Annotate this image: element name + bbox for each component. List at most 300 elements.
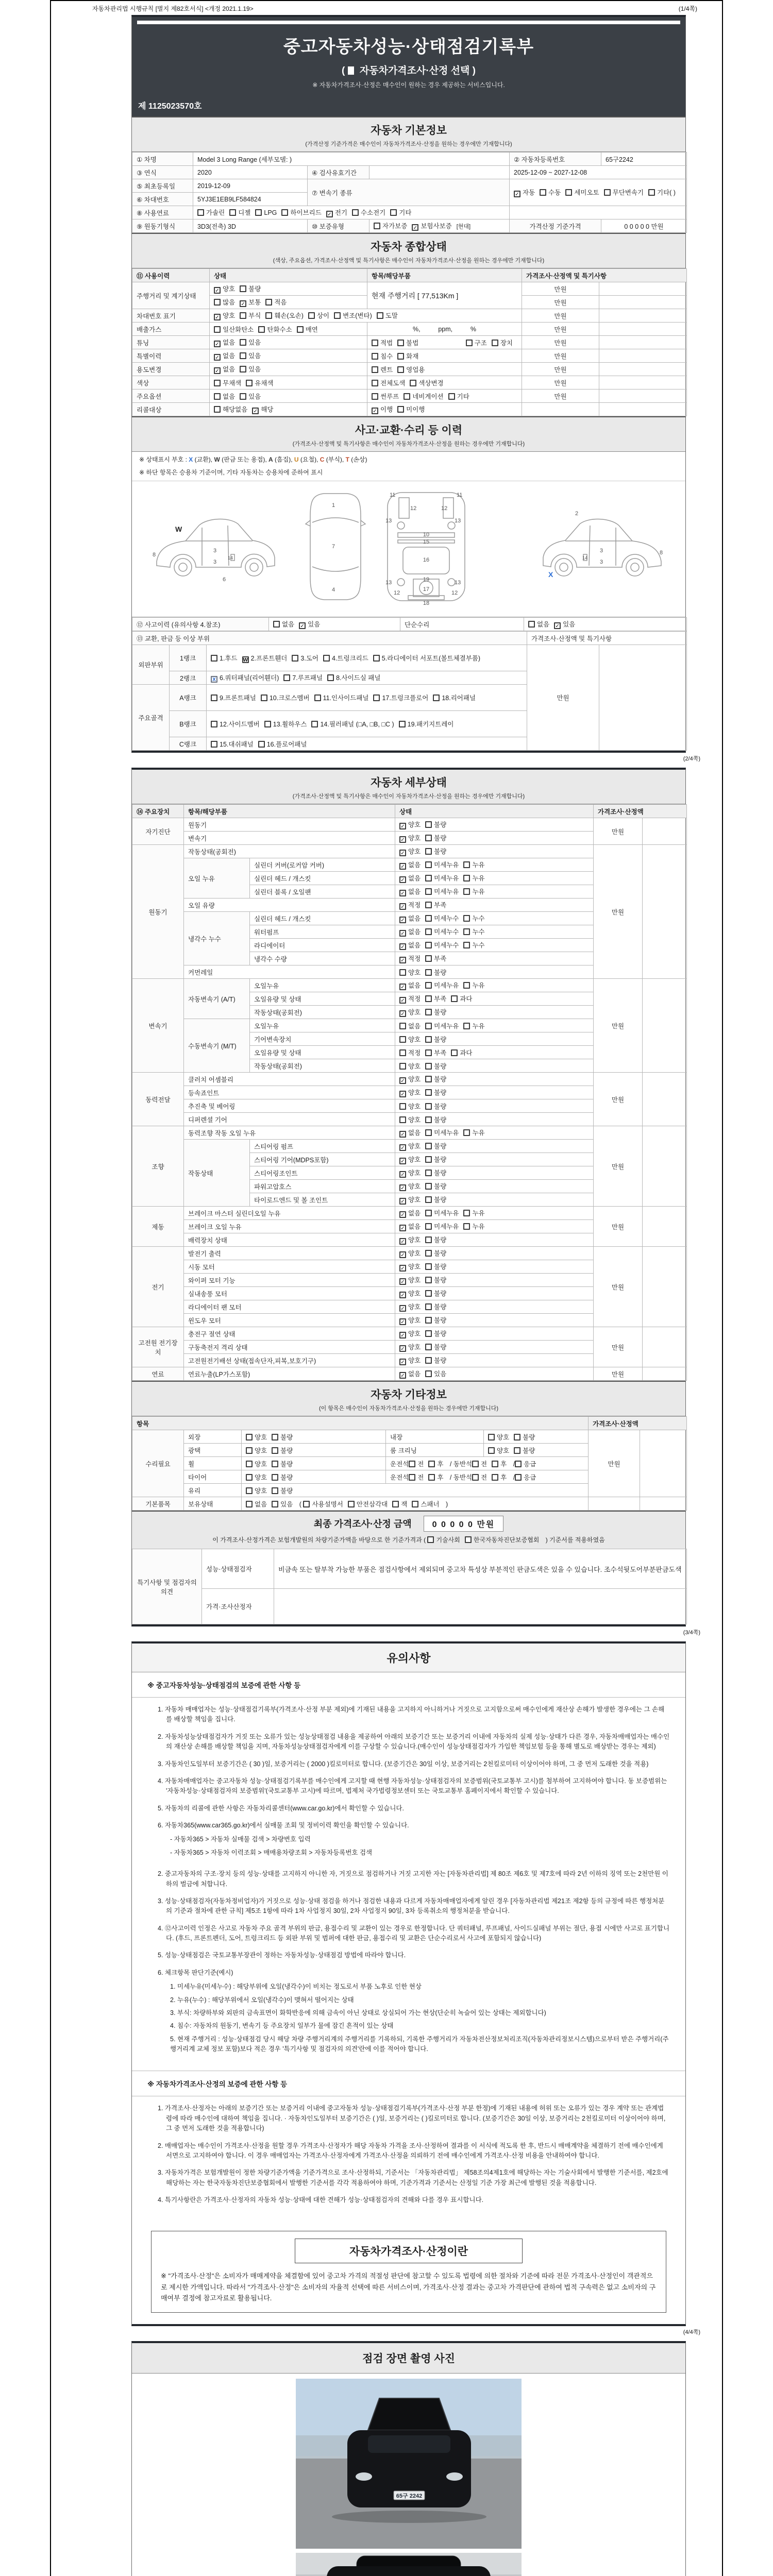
checkbox-icon[interactable] <box>281 209 288 216</box>
checkbox-icon[interactable] <box>425 1344 432 1350</box>
checkbox-icon[interactable] <box>463 1210 470 1216</box>
checkbox-icon[interactable]: ✓ <box>399 1198 406 1205</box>
checkbox-option[interactable] <box>604 188 644 197</box>
checkbox-option[interactable] <box>425 1355 446 1365</box>
checkbox-option[interactable] <box>373 693 428 702</box>
checkbox-icon[interactable] <box>463 1129 470 1136</box>
checkbox-option[interactable] <box>399 1048 421 1057</box>
checkbox-option[interactable] <box>272 1499 293 1509</box>
checkbox-option[interactable] <box>399 980 421 990</box>
checkbox-option[interactable] <box>272 1486 293 1495</box>
checkbox-icon[interactable]: ✓ <box>240 300 246 307</box>
checkbox-option[interactable] <box>412 1499 439 1509</box>
checkbox-option[interactable] <box>399 1329 421 1338</box>
checkbox-icon[interactable]: ✓ <box>399 984 406 990</box>
checkbox-icon[interactable] <box>372 393 378 400</box>
checkbox-icon[interactable] <box>425 995 432 1002</box>
filled-checkbox-icon[interactable] <box>348 66 354 75</box>
checkbox-icon[interactable] <box>515 1461 522 1467</box>
checkbox-option[interactable] <box>399 1208 421 1218</box>
checkbox-icon[interactable] <box>425 848 432 855</box>
checkbox-option[interactable] <box>246 1499 267 1509</box>
checkbox-icon[interactable] <box>240 285 246 292</box>
checkbox-option[interactable] <box>211 653 238 663</box>
checkbox-icon[interactable] <box>214 326 221 333</box>
checkbox-option[interactable] <box>197 208 225 217</box>
checkbox-option[interactable] <box>463 913 484 923</box>
checkbox-option[interactable] <box>314 693 369 702</box>
checkbox-option[interactable] <box>399 833 421 843</box>
checkbox-icon[interactable] <box>246 1461 253 1467</box>
checkbox-option[interactable] <box>463 927 484 936</box>
checkbox-icon[interactable] <box>240 312 246 319</box>
checkbox-option[interactable] <box>399 1141 421 1151</box>
checkbox-option[interactable] <box>425 1342 446 1351</box>
checkbox-icon[interactable] <box>399 721 406 727</box>
checkbox-option[interactable] <box>399 1262 421 1272</box>
checkbox-icon[interactable] <box>425 1170 432 1176</box>
checkbox-icon[interactable] <box>514 1447 520 1454</box>
checkbox-option[interactable] <box>211 719 260 728</box>
checkbox-icon[interactable]: ✓ <box>399 836 406 843</box>
checkbox-option[interactable] <box>261 693 310 702</box>
checkbox-icon[interactable]: ✓ <box>399 1091 406 1097</box>
checkbox-option[interactable] <box>399 954 421 963</box>
checkbox-option[interactable] <box>425 1195 446 1204</box>
checkbox-option[interactable] <box>372 404 393 414</box>
checkbox-option[interactable] <box>425 1101 446 1111</box>
checkbox-option[interactable] <box>425 833 446 842</box>
checkbox-option[interactable] <box>390 208 411 217</box>
checkbox-option[interactable] <box>492 1472 507 1482</box>
checkbox-option[interactable] <box>373 653 480 663</box>
checkbox-option[interactable] <box>214 364 235 374</box>
checkbox-icon[interactable] <box>261 694 267 701</box>
checkbox-icon[interactable]: ✓ <box>399 1077 406 1084</box>
checkbox-option[interactable] <box>425 900 446 909</box>
checkbox-option[interactable] <box>399 1195 421 1205</box>
checkbox-option[interactable] <box>240 297 261 307</box>
checkbox-option[interactable] <box>240 364 261 374</box>
checkbox-option[interactable] <box>214 311 235 320</box>
checkbox-option[interactable] <box>352 208 385 217</box>
checkbox-option[interactable] <box>273 619 294 629</box>
checkbox-icon[interactable] <box>334 312 341 319</box>
checkbox-icon[interactable] <box>264 721 271 727</box>
checkbox-icon[interactable] <box>265 299 272 306</box>
checkbox-icon[interactable] <box>372 380 378 386</box>
checkbox-option[interactable] <box>399 1035 421 1044</box>
checkbox-icon[interactable]: ✓ <box>399 1292 406 1298</box>
checkbox-option[interactable] <box>229 208 250 217</box>
checkbox-icon[interactable] <box>463 875 470 882</box>
checkbox-option[interactable] <box>448 392 469 401</box>
checkbox-icon[interactable] <box>425 1009 432 1015</box>
checkbox-icon[interactable] <box>472 1461 479 1467</box>
checkbox-icon[interactable] <box>272 1487 278 1494</box>
checkbox-icon[interactable] <box>273 621 280 628</box>
checkbox-option[interactable] <box>214 404 247 414</box>
checkbox-icon[interactable] <box>246 1434 253 1440</box>
checkbox-option[interactable] <box>404 392 443 401</box>
checkbox-icon[interactable] <box>428 1461 435 1467</box>
checkbox-option[interactable] <box>463 873 484 883</box>
checkbox-option[interactable] <box>272 1446 293 1455</box>
checkbox-icon[interactable] <box>390 209 397 216</box>
checkbox-icon[interactable]: ✓ <box>399 1158 406 1164</box>
checkbox-icon[interactable] <box>472 1474 479 1481</box>
checkbox-icon[interactable]: ✓ <box>399 1359 406 1365</box>
checkbox-icon[interactable] <box>297 326 304 333</box>
checkbox-option[interactable] <box>372 338 393 347</box>
checkbox-option[interactable] <box>425 1262 446 1271</box>
checkbox-option[interactable] <box>409 1459 424 1468</box>
checkbox-icon[interactable] <box>255 209 262 216</box>
checkbox-icon[interactable] <box>514 1434 520 1440</box>
checkbox-icon[interactable] <box>466 340 473 346</box>
checkbox-icon[interactable] <box>463 888 470 895</box>
checkbox-icon[interactable] <box>399 1116 406 1123</box>
checkbox-option[interactable] <box>425 968 446 977</box>
checkbox-icon[interactable] <box>283 674 290 681</box>
checkbox-option[interactable] <box>326 208 347 217</box>
checkbox-icon[interactable] <box>272 1501 278 1507</box>
checkbox-icon[interactable] <box>425 835 432 841</box>
checkbox-icon[interactable] <box>229 209 236 216</box>
checkbox-option[interactable] <box>399 900 421 910</box>
checkbox-option[interactable] <box>515 1472 536 1482</box>
checkbox-option[interactable] <box>397 404 425 414</box>
checkbox-option[interactable] <box>425 1088 446 1097</box>
checkbox-option[interactable] <box>211 739 254 749</box>
checkbox-option[interactable] <box>463 1222 484 1231</box>
checkbox-icon[interactable] <box>565 189 572 196</box>
checkbox-option[interactable] <box>488 1432 509 1442</box>
checkbox-option[interactable] <box>399 719 454 728</box>
checkbox-option[interactable] <box>425 1329 446 1338</box>
checkbox-option[interactable] <box>425 1048 446 1057</box>
checkbox-icon[interactable] <box>374 223 380 229</box>
checkbox-icon[interactable] <box>240 352 246 359</box>
checkbox-icon[interactable] <box>428 1474 435 1481</box>
checkbox-icon[interactable] <box>348 1501 355 1507</box>
checkbox-option[interactable] <box>348 1499 388 1509</box>
checkbox-icon[interactable] <box>352 209 359 216</box>
checkbox-option[interactable] <box>425 940 459 950</box>
checkbox-icon[interactable] <box>425 1196 432 1203</box>
checkbox-option[interactable] <box>425 1021 459 1030</box>
checkbox-option[interactable] <box>240 392 261 401</box>
checkbox-option[interactable] <box>425 846 446 856</box>
checkbox-option[interactable] <box>211 693 256 702</box>
checkbox-icon[interactable] <box>399 1049 406 1056</box>
checkbox-option[interactable] <box>397 338 418 347</box>
checkbox-icon[interactable] <box>425 888 432 895</box>
checkbox-icon[interactable] <box>410 380 416 386</box>
checkbox-icon[interactable] <box>211 655 217 662</box>
checkbox-icon[interactable] <box>528 621 535 628</box>
checkbox-option[interactable] <box>392 1499 407 1509</box>
checkbox-icon[interactable] <box>425 1357 432 1364</box>
checkbox-option[interactable] <box>399 1115 421 1124</box>
checkbox-option[interactable] <box>377 311 398 320</box>
checkbox-icon[interactable] <box>399 1023 406 1029</box>
checkbox-icon[interactable]: ✓ <box>299 622 306 629</box>
checkbox-option[interactable] <box>433 693 476 702</box>
checkbox-icon[interactable]: ✓ <box>399 930 406 937</box>
checkbox-option[interactable] <box>211 673 279 683</box>
checkbox-icon[interactable]: ✓ <box>399 1372 406 1379</box>
checkbox-option[interactable] <box>292 653 318 663</box>
checkbox-option[interactable] <box>399 1007 421 1017</box>
checkbox-option[interactable] <box>303 1499 343 1509</box>
checkbox-icon[interactable] <box>425 1116 432 1123</box>
checkbox-option[interactable] <box>214 337 235 347</box>
checkbox-option[interactable] <box>425 954 446 963</box>
checkbox-option[interactable] <box>246 1432 267 1442</box>
checkbox-option[interactable] <box>399 1181 421 1191</box>
checkbox-icon[interactable] <box>211 721 217 727</box>
checkbox-icon[interactable] <box>425 969 432 976</box>
checkbox-option[interactable] <box>463 887 484 896</box>
checkbox-icon[interactable] <box>311 721 318 727</box>
checkbox-icon[interactable] <box>488 1434 495 1440</box>
checkbox-icon[interactable] <box>465 1536 472 1543</box>
checkbox-option[interactable] <box>412 221 451 231</box>
checkbox-icon[interactable] <box>425 1250 432 1257</box>
checkbox-icon[interactable]: ✓ <box>399 1238 406 1245</box>
checkbox-icon[interactable]: ✓ <box>399 943 406 950</box>
checkbox-icon[interactable] <box>397 340 404 346</box>
checkbox-option[interactable] <box>425 1275 446 1284</box>
checkbox-option[interactable] <box>272 1472 293 1482</box>
checkbox-option[interactable] <box>425 1007 446 1016</box>
checkbox-option[interactable] <box>311 719 394 728</box>
checkbox-icon[interactable] <box>377 312 383 319</box>
checkbox-option[interactable] <box>425 820 446 829</box>
checkbox-icon[interactable] <box>463 1023 470 1029</box>
checkbox-option[interactable] <box>242 653 288 663</box>
checkbox-icon[interactable] <box>425 902 432 908</box>
checkbox-icon[interactable]: W <box>243 657 248 663</box>
checkbox-option[interactable] <box>272 1459 293 1468</box>
checkbox-icon[interactable] <box>399 1063 406 1070</box>
checkbox-icon[interactable] <box>433 694 440 701</box>
checkbox-option[interactable] <box>425 1289 446 1298</box>
checkbox-option[interactable] <box>327 673 380 682</box>
checkbox-option[interactable] <box>399 860 421 870</box>
checkbox-option[interactable] <box>425 1208 459 1217</box>
checkbox-option[interactable] <box>214 325 254 334</box>
checkbox-option[interactable] <box>425 873 459 883</box>
checkbox-option[interactable] <box>399 1155 421 1164</box>
checkbox-icon[interactable]: ✓ <box>399 1131 406 1138</box>
checkbox-option[interactable] <box>463 860 484 869</box>
checkbox-icon[interactable] <box>425 915 432 922</box>
checkbox-icon[interactable] <box>492 1474 498 1481</box>
checkbox-option[interactable] <box>397 365 425 374</box>
checkbox-icon[interactable] <box>425 942 432 948</box>
checkbox-icon[interactable] <box>425 1330 432 1337</box>
checkbox-option[interactable] <box>425 1235 446 1244</box>
checkbox-icon[interactable] <box>314 694 321 701</box>
checkbox-icon[interactable] <box>463 1223 470 1230</box>
checkbox-option[interactable] <box>463 980 484 990</box>
checkbox-option[interactable] <box>492 338 513 347</box>
checkbox-option[interactable] <box>374 221 407 230</box>
checkbox-option[interactable] <box>399 1128 421 1138</box>
checkbox-option[interactable] <box>265 297 287 307</box>
checkbox-icon[interactable] <box>214 299 221 306</box>
checkbox-icon[interactable]: ✓ <box>399 1184 406 1191</box>
checkbox-icon[interactable]: ✓ <box>214 367 221 374</box>
checkbox-option[interactable] <box>299 619 320 629</box>
checkbox-icon[interactable] <box>246 1487 253 1494</box>
checkbox-icon[interactable] <box>463 861 470 868</box>
checkbox-icon[interactable] <box>463 942 470 948</box>
checkbox-option[interactable] <box>399 1275 421 1285</box>
checkbox-icon[interactable] <box>425 1210 432 1216</box>
checkbox-option[interactable] <box>399 1101 421 1111</box>
checkbox-option[interactable] <box>425 1141 446 1150</box>
checkbox-icon[interactable] <box>515 1474 522 1481</box>
checkbox-option[interactable] <box>451 994 472 1003</box>
checkbox-icon[interactable]: ✓ <box>412 224 418 231</box>
checkbox-icon[interactable]: ✓ <box>399 1211 406 1218</box>
checkbox-option[interactable] <box>240 351 261 360</box>
checkbox-option[interactable] <box>214 284 235 294</box>
checkbox-option[interactable] <box>264 719 307 728</box>
checkbox-option[interactable] <box>246 378 273 387</box>
checkbox-option[interactable] <box>425 1181 446 1191</box>
checkbox-icon[interactable] <box>540 189 546 196</box>
checkbox-option[interactable] <box>399 1248 421 1258</box>
checkbox-icon[interactable] <box>372 353 378 360</box>
checkbox-option[interactable] <box>399 1074 421 1084</box>
checkbox-icon[interactable]: ✓ <box>399 890 406 896</box>
checkbox-icon[interactable]: ✓ <box>399 1144 406 1151</box>
checkbox-icon[interactable]: ✓ <box>399 850 406 856</box>
checkbox-option[interactable] <box>425 980 459 990</box>
checkbox-icon[interactable]: ✓ <box>514 191 520 197</box>
checkbox-icon[interactable]: ✓ <box>399 1305 406 1312</box>
checkbox-option[interactable] <box>399 913 421 923</box>
checkbox-option[interactable] <box>463 1128 484 1137</box>
checkbox-icon[interactable] <box>397 366 404 373</box>
checkbox-icon[interactable] <box>451 995 458 1002</box>
checkbox-icon[interactable] <box>272 1474 278 1481</box>
checkbox-option[interactable] <box>399 1355 421 1365</box>
checkbox-icon[interactable] <box>272 1447 278 1454</box>
checkbox-option[interactable] <box>297 325 318 334</box>
checkbox-icon[interactable] <box>211 694 217 701</box>
checkbox-icon[interactable] <box>292 655 298 662</box>
checkbox-icon[interactable] <box>425 1089 432 1096</box>
checkbox-option[interactable] <box>214 297 235 307</box>
checkbox-icon[interactable]: ✓ <box>399 1332 406 1338</box>
checkbox-icon[interactable] <box>463 982 470 989</box>
checkbox-icon[interactable]: ✓ <box>399 1278 406 1285</box>
checkbox-option[interactable] <box>425 1315 446 1325</box>
checkbox-icon[interactable] <box>246 1501 253 1507</box>
checkbox-icon[interactable]: ✓ <box>214 287 221 294</box>
checkbox-icon[interactable] <box>425 1129 432 1136</box>
checkbox-option[interactable] <box>255 209 277 216</box>
checkbox-option[interactable] <box>372 392 399 401</box>
checkbox-option[interactable] <box>410 378 443 387</box>
checkbox-icon[interactable] <box>425 1223 432 1230</box>
checkbox-option[interactable] <box>425 927 459 936</box>
checkbox-icon[interactable] <box>425 1236 432 1243</box>
checkbox-icon[interactable] <box>425 1290 432 1297</box>
checkbox-icon[interactable] <box>425 1263 432 1270</box>
checkbox-option[interactable] <box>425 1115 446 1124</box>
checkbox-icon[interactable]: ✓ <box>214 354 221 361</box>
checkbox-option[interactable] <box>399 1315 421 1325</box>
checkbox-option[interactable] <box>425 1155 446 1164</box>
checkbox-icon[interactable] <box>373 655 380 662</box>
checkbox-icon[interactable] <box>214 406 221 413</box>
checkbox-option[interactable] <box>514 1446 535 1455</box>
checkbox-option[interactable] <box>428 1459 443 1468</box>
checkbox-option[interactable] <box>258 739 307 749</box>
checkbox-option[interactable] <box>425 1168 446 1177</box>
checkbox-icon[interactable] <box>246 380 253 386</box>
checkbox-icon[interactable] <box>425 1023 432 1029</box>
checkbox-option[interactable] <box>246 1486 267 1495</box>
checkbox-icon[interactable] <box>425 1183 432 1190</box>
checkbox-option[interactable] <box>372 365 393 374</box>
checkbox-icon[interactable] <box>425 955 432 962</box>
checkbox-option[interactable] <box>399 820 421 829</box>
checkbox-icon[interactable]: ✓ <box>399 876 406 883</box>
checkbox-icon[interactable]: ✓ <box>399 1010 406 1017</box>
checkbox-icon[interactable] <box>240 339 246 346</box>
checkbox-icon[interactable] <box>303 1501 310 1507</box>
checkbox-icon[interactable] <box>246 1474 253 1481</box>
checkbox-option[interactable] <box>463 1021 484 1030</box>
checkbox-option[interactable] <box>372 378 405 387</box>
checkbox-icon[interactable] <box>372 366 378 373</box>
checkbox-option[interactable] <box>399 1021 421 1030</box>
checkbox-icon[interactable] <box>372 340 378 346</box>
checkbox-option[interactable] <box>488 1446 509 1455</box>
checkbox-option[interactable] <box>472 1472 487 1482</box>
checkbox-option[interactable] <box>409 1472 424 1482</box>
checkbox-icon[interactable] <box>240 366 246 372</box>
checkbox-icon[interactable] <box>409 1474 415 1481</box>
checkbox-option[interactable] <box>648 188 676 197</box>
checkbox-icon[interactable] <box>648 189 655 196</box>
checkbox-icon[interactable] <box>392 1501 399 1507</box>
checkbox-option[interactable] <box>425 1369 446 1378</box>
checkbox-icon[interactable] <box>425 875 432 882</box>
checkbox-option[interactable] <box>399 873 421 883</box>
checkbox-option[interactable] <box>425 1061 446 1071</box>
checkbox-option[interactable] <box>399 846 421 856</box>
checkbox-option[interactable] <box>425 1248 446 1258</box>
checkbox-icon[interactable] <box>425 861 432 868</box>
checkbox-option[interactable] <box>514 1432 535 1442</box>
checkbox-option[interactable] <box>425 1074 446 1083</box>
checkbox-icon[interactable] <box>425 1370 432 1377</box>
checkbox-icon[interactable]: ✓ <box>252 408 259 414</box>
checkbox-icon[interactable] <box>425 982 432 989</box>
checkbox-option[interactable] <box>258 325 292 334</box>
checkbox-icon[interactable] <box>211 741 217 748</box>
checkbox-icon[interactable] <box>427 1536 434 1543</box>
checkbox-option[interactable] <box>246 1446 267 1455</box>
